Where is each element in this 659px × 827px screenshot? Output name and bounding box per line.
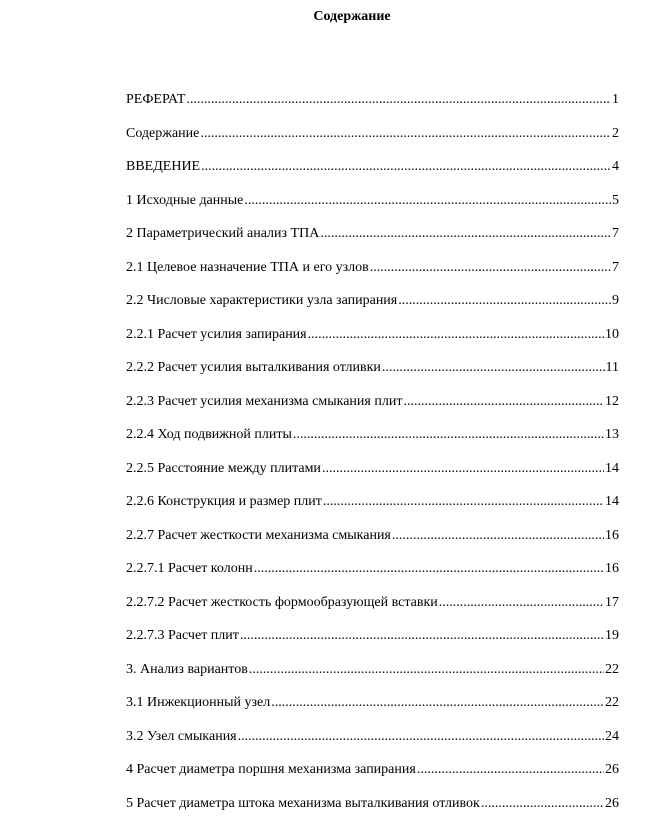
toc-dot-leader xyxy=(322,459,604,479)
toc-entry-page-number: 22 xyxy=(605,693,619,713)
toc-entry-title: 1 Исходные данные xyxy=(126,191,243,211)
toc-dot-leader xyxy=(417,760,604,780)
toc-dot-leader xyxy=(238,727,604,747)
toc-dot-leader xyxy=(293,425,604,445)
toc-entry-page-number: 26 xyxy=(605,760,619,780)
toc-entry-title: 2.2.2 Расчет усилия выталкивания отливки xyxy=(126,358,381,378)
toc-entry-contents[interactable] xyxy=(126,124,619,158)
toc-entry-page-number: 19 xyxy=(605,626,619,646)
toc-entry-title: 5 Расчет диаметра штока механизма выталкивания отливок xyxy=(126,794,480,814)
toc-dot-leader xyxy=(271,693,604,713)
toc-entry-title: 2.2.4 Ход подвижной плиты xyxy=(126,425,292,445)
toc-entry-section-3[interactable] xyxy=(126,660,619,694)
toc-dot-leader xyxy=(201,157,611,177)
toc-dot-leader xyxy=(240,626,604,646)
toc-entry-page-number: 2 xyxy=(612,124,619,144)
toc-entry-page-number: 16 xyxy=(605,559,619,579)
toc-entry-section-2-2[interactable] xyxy=(126,291,619,325)
toc-entry-title: 3.2 Узел смыкания xyxy=(126,727,237,747)
toc-entry-section-2[interactable] xyxy=(126,224,619,258)
toc-entry-page-number: 10 xyxy=(605,325,619,345)
toc-dot-leader xyxy=(320,224,611,244)
toc-entry-title: 3.1 Инжекционный узел xyxy=(126,693,270,713)
toc-entry-section-2-1[interactable] xyxy=(126,258,619,292)
toc-entry-title: 2.2.6 Конструкция и размер плит xyxy=(126,492,322,512)
toc-entry-page-number: 12 xyxy=(605,392,619,412)
toc-entry-page-number: 17 xyxy=(605,593,619,613)
table-of-contents xyxy=(126,90,619,827)
toc-dot-leader xyxy=(244,191,611,211)
toc-entry-title: РЕФЕРАТ xyxy=(126,90,185,110)
toc-dot-leader xyxy=(392,526,604,546)
toc-entry-page-number: 11 xyxy=(606,358,619,378)
toc-entry-section-2-2-4[interactable] xyxy=(126,425,619,459)
toc-entry-section-4[interactable] xyxy=(126,760,619,794)
toc-dot-leader xyxy=(398,291,611,311)
toc-entry-page-number: 1 xyxy=(612,90,619,110)
toc-entry-page-number: 7 xyxy=(612,258,619,278)
toc-entry-title: 2.2.1 Расчет усилия запирания xyxy=(126,325,307,345)
toc-entry-title: 2.2.7.1 Расчет колонн xyxy=(126,559,253,579)
page-title: Содержание xyxy=(0,8,659,26)
toc-entry-page-number: 14 xyxy=(605,492,619,512)
toc-entry-title: 3. Анализ вариантов xyxy=(126,660,248,680)
toc-entry-page-number: 14 xyxy=(605,459,619,479)
toc-entry-title: 2.2.5 Расстояние между плитами xyxy=(126,459,321,479)
toc-dot-leader xyxy=(308,325,604,345)
toc-entry-section-2-2-5[interactable] xyxy=(126,459,619,493)
toc-dot-leader xyxy=(200,124,611,144)
toc-entry-page-number: 4 xyxy=(612,157,619,177)
toc-entry-title: 2 Параметрический анализ ТПА xyxy=(126,224,319,244)
toc-entry-section-2-2-7-2[interactable] xyxy=(126,593,619,627)
toc-entry-title: 2.2 Числовые характеристики узла запирания xyxy=(126,291,397,311)
toc-entry-section-2-2-3[interactable] xyxy=(126,392,619,426)
toc-entry-page-number: 7 xyxy=(612,224,619,244)
toc-dot-leader xyxy=(249,660,604,680)
toc-entry-page-number: 24 xyxy=(605,727,619,747)
toc-entry-page-number: 26 xyxy=(605,794,619,814)
toc-entry-section-2-2-6[interactable] xyxy=(126,492,619,526)
toc-entry-page-number: 9 xyxy=(612,291,619,311)
toc-dot-leader xyxy=(481,794,604,814)
toc-entry-section-1[interactable] xyxy=(126,191,619,225)
toc-entry-title: 2.2.7.3 Расчет плит xyxy=(126,626,239,646)
toc-entry-page-number: 5 xyxy=(612,191,619,211)
toc-entry-page-number: 22 xyxy=(605,660,619,680)
toc-entry-title: 2.2.7 Расчет жесткости механизма смыкания xyxy=(126,526,391,546)
toc-entry-title: 4 Расчет диаметра поршня механизма запирания xyxy=(126,760,416,780)
toc-entry-introduction[interactable] xyxy=(126,157,619,191)
toc-entry-section-2-2-1[interactable] xyxy=(126,325,619,359)
toc-entry-section-2-2-7-1[interactable] xyxy=(126,559,619,593)
toc-entry-section-2-2-2[interactable] xyxy=(126,358,619,392)
toc-dot-leader xyxy=(403,392,604,412)
toc-entry-section-2-2-7[interactable] xyxy=(126,526,619,560)
toc-entry-section-5[interactable] xyxy=(126,794,619,827)
toc-dot-leader xyxy=(254,559,604,579)
toc-entry-page-number: 16 xyxy=(605,526,619,546)
toc-dot-leader xyxy=(323,492,604,512)
toc-entry-section-3-1[interactable] xyxy=(126,693,619,727)
toc-entry-section-2-2-7-3[interactable] xyxy=(126,626,619,660)
toc-dot-leader xyxy=(439,593,604,613)
toc-entry-title: 2.1 Целевое назначение ТПА и его узлов xyxy=(126,258,369,278)
toc-entry-title: 2.2.7.2 Расчет жесткость формообразующей вставки xyxy=(126,593,438,613)
toc-dot-leader xyxy=(382,358,605,378)
toc-entry-title: ВВЕДЕНИЕ xyxy=(126,157,200,177)
toc-entry-section-3-2[interactable] xyxy=(126,727,619,761)
toc-dot-leader xyxy=(186,90,611,110)
toc-dot-leader xyxy=(370,258,611,278)
toc-entry-title: Содержание xyxy=(126,124,199,144)
toc-entry-title: 2.2.3 Расчет усилия механизма смыкания плит xyxy=(126,392,402,412)
toc-entry-page-number: 13 xyxy=(605,425,619,445)
toc-entry-referat[interactable] xyxy=(126,90,619,124)
